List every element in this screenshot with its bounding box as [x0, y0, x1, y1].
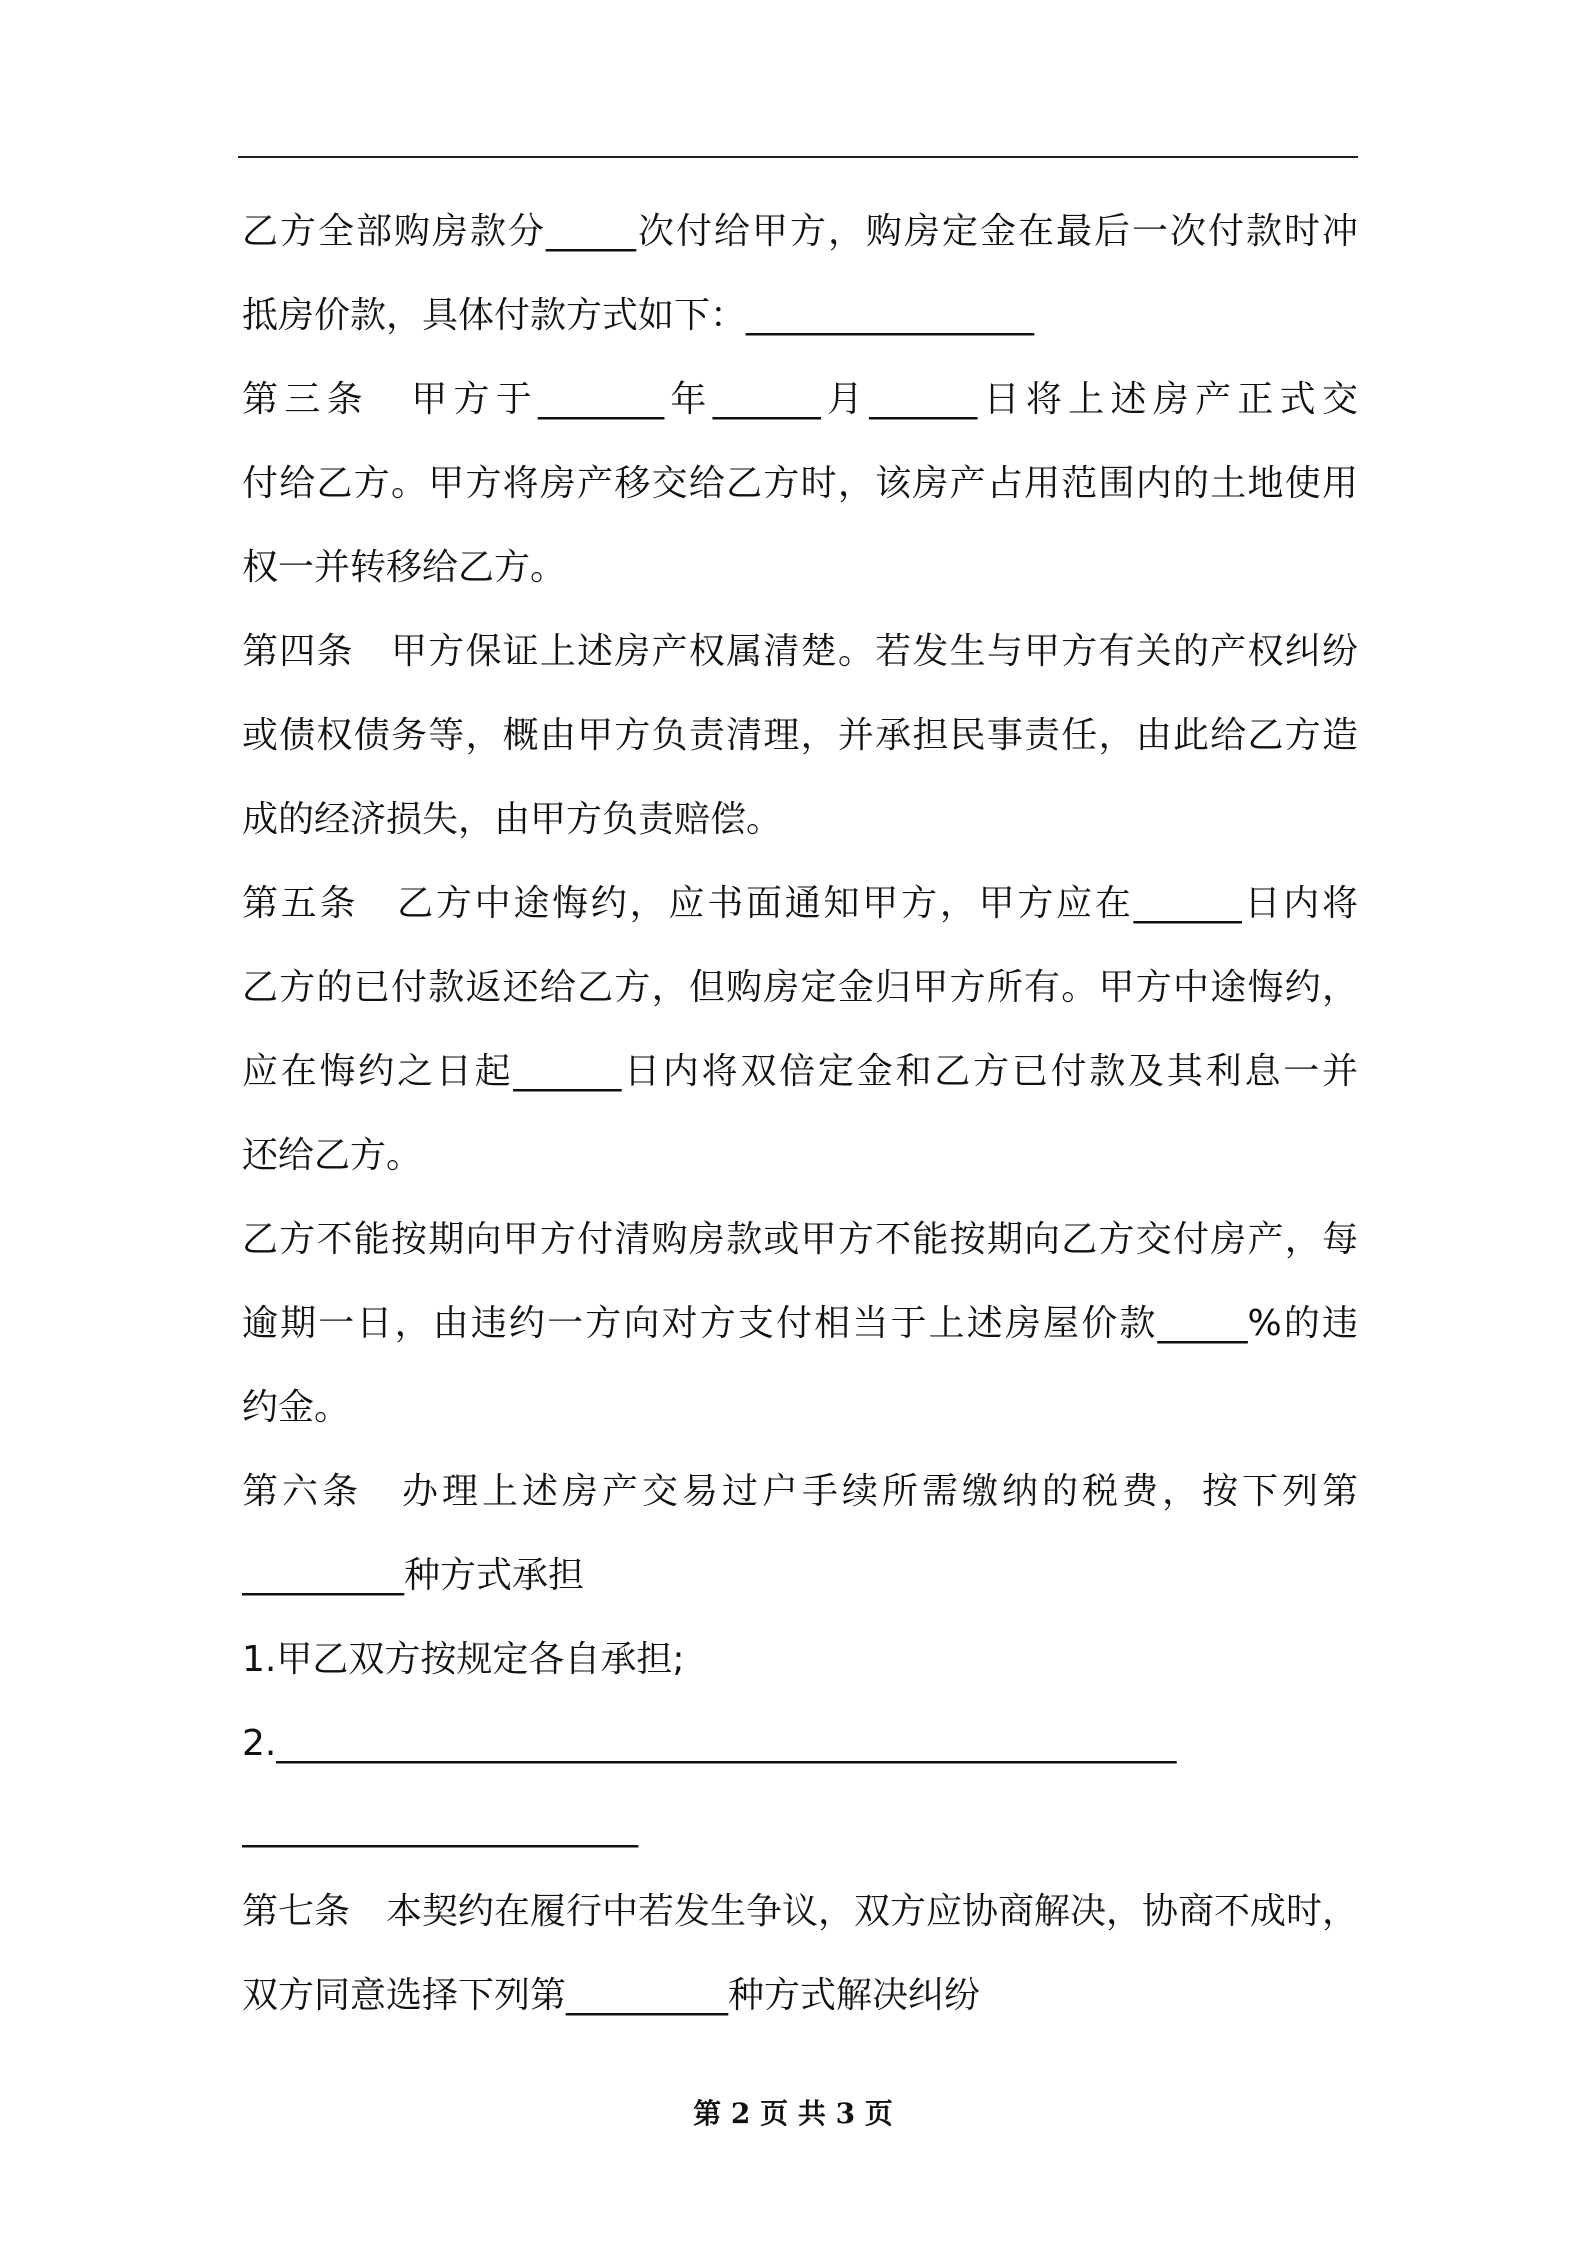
text-line: 第三条 甲方于_______年______月______日将上述房产正式交: [242, 379, 1358, 420]
text-line: 乙方的已付款返还给乙方，但购房定金归甲方所有。甲方中途悔约，: [242, 967, 1358, 1008]
page-number-footer: 第 2 页 共 3 页: [693, 2097, 893, 2130]
text-line: 还给乙方。: [242, 1135, 423, 1176]
text-line: 约金。: [242, 1387, 351, 1428]
text-line: _________种方式承担: [242, 1555, 585, 1596]
text-line: 第四条 甲方保证上述房产权属清楚。若发生与甲方有关的产权纠纷: [242, 631, 1358, 672]
text-line: 乙方全部购房款分_____次付给甲方，购房定金在最后一次付款时冲: [242, 211, 1358, 252]
text-line: 应在悔约之日起______日内将双倍定金和乙方已付款及其利息一并: [242, 1051, 1358, 1092]
text-line: 第六条 办理上述房产交易过户手续所需缴纳的税费，按下列第: [242, 1471, 1358, 1512]
header-rule: [238, 156, 1358, 158]
contract-body: [242, 190, 1358, 2038]
text-line: 抵房价款，具体付款方式如下：________________: [242, 295, 1035, 336]
text-line: 双方同意选择下列第_________种方式解决纠纷: [242, 1975, 981, 2016]
text-line: 逾期一日，由违约一方向对方支付相当于上述房屋价款_____%的违: [242, 1303, 1358, 1344]
text-line: 权一并转移给乙方。: [242, 547, 567, 588]
text-line: 或债权债务等，概由甲方负责清理，并承担民事责任，由此给乙方造: [242, 715, 1358, 756]
text-line: 2.__________________________________________________: [242, 1723, 1177, 1764]
text-line: 成的经济损失，由甲方负责赔偿。: [242, 799, 783, 840]
text-line: ______________________: [242, 1807, 638, 1848]
text-line: 乙方不能按期向甲方付清购房款或甲方不能按期向乙方交付房产，每: [242, 1219, 1358, 1260]
text-line: 第五条 乙方中途悔约，应书面通知甲方，甲方应在______日内将: [242, 883, 1358, 924]
text-line: 付给乙方。甲方将房产移交给乙方时，该房产占用范围内的土地使用: [242, 463, 1358, 504]
text-line: 1.甲乙双方按规定各自承担;: [242, 1639, 685, 1680]
text-line: 第七条 本契约在履行中若发生争议，双方应协商解决，协商不成时，: [242, 1891, 1358, 1932]
